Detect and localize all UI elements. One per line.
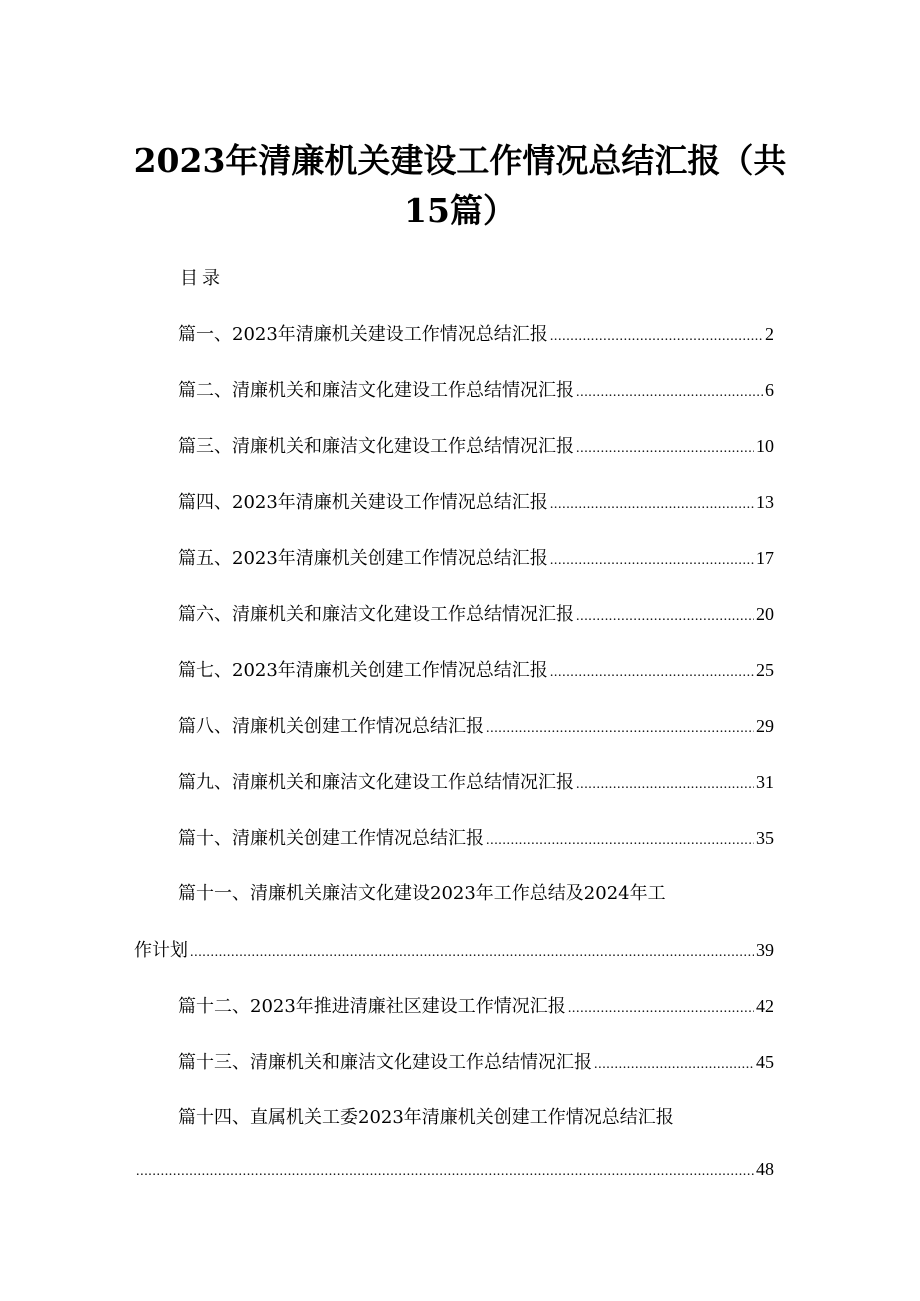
toc-item-label: 篇一、2023年清廉机关建设工作情况总结汇报 <box>178 324 548 345</box>
toc-dot-leader <box>190 939 754 967</box>
toc-item-page: 25 <box>756 660 774 680</box>
toc-item-page: 35 <box>756 828 774 848</box>
toc-dot-leader <box>576 435 754 463</box>
toc-item-label: 篇十三、清廉机关和廉洁文化建设工作总结情况汇报 <box>178 1052 592 1073</box>
toc-item-6[interactable] <box>178 600 774 628</box>
toc-item-4[interactable] <box>178 488 774 516</box>
toc-item-5[interactable] <box>178 544 774 572</box>
toc-item-page: 10 <box>756 436 774 456</box>
toc-item-10[interactable] <box>178 824 774 852</box>
toc-item-label: 篇二、清廉机关和廉洁文化建设工作总结情况汇报 <box>178 380 574 401</box>
toc-item-label: 篇三、清廉机关和廉洁文化建设工作总结情况汇报 <box>178 436 574 457</box>
toc-heading: 目录 <box>180 268 224 289</box>
toc-dot-leader <box>550 659 754 687</box>
toc-item-page: 2 <box>765 324 774 344</box>
toc-dot-leader <box>136 1158 754 1186</box>
toc-item-14-line-2[interactable] <box>134 1155 774 1183</box>
toc-item-page: 20 <box>756 604 774 624</box>
document-title-line-1: 2023年清廉机关建设工作情况总结汇报（共 <box>133 141 787 180</box>
toc-item-label: 篇四、2023年清廉机关建设工作情况总结汇报 <box>178 492 548 513</box>
toc-dot-leader <box>576 771 754 799</box>
toc-item-3[interactable] <box>178 432 774 460</box>
toc-dot-leader <box>594 1051 754 1079</box>
toc-dot-leader <box>486 715 754 743</box>
toc-item-label: 篇九、清廉机关和廉洁文化建设工作总结情况汇报 <box>178 772 574 793</box>
toc-dot-leader <box>568 995 754 1023</box>
toc-item-14-line-1[interactable] <box>178 1104 774 1132</box>
toc-item-label: 篇八、清廉机关创建工作情况总结汇报 <box>178 716 484 737</box>
toc-item-11-line-2[interactable] <box>134 936 774 964</box>
toc-dot-leader <box>550 547 754 575</box>
toc-dot-leader <box>576 603 754 631</box>
toc-dot-leader <box>550 323 763 351</box>
toc-item-page: 17 <box>756 548 774 568</box>
toc-item-page: 6 <box>765 380 774 400</box>
toc-item-label: 篇五、2023年清廉机关创建工作情况总结汇报 <box>178 548 548 569</box>
toc-item-page: 48 <box>756 1159 774 1179</box>
toc-item-label: 篇六、清廉机关和廉洁文化建设工作总结情况汇报 <box>178 604 574 625</box>
toc-item-label: 篇十二、2023年推进清廉社区建设工作情况汇报 <box>178 996 566 1017</box>
toc-dot-leader <box>486 827 754 855</box>
toc-dot-leader <box>550 491 754 519</box>
toc-item-1[interactable] <box>178 320 774 348</box>
toc-item-page: 29 <box>756 716 774 736</box>
toc-item-label: 篇十四、直属机关工委2023年清廉机关创建工作情况总结汇报 <box>178 1107 674 1128</box>
toc-item-2[interactable] <box>178 376 774 404</box>
toc-item-page: 31 <box>756 772 774 792</box>
document-title-line-2: 15篇） <box>404 191 516 230</box>
toc-dot-leader <box>576 379 763 407</box>
toc-item-8[interactable] <box>178 712 774 740</box>
toc-item-11-line-1[interactable] <box>178 880 774 908</box>
toc-item-7[interactable] <box>178 656 774 684</box>
toc-item-label: 篇七、2023年清廉机关创建工作情况总结汇报 <box>178 660 548 681</box>
toc-item-page: 13 <box>756 492 774 512</box>
toc-item-page: 39 <box>756 940 774 960</box>
toc-item-12[interactable] <box>178 992 774 1020</box>
toc-item-13[interactable] <box>178 1048 774 1076</box>
toc-item-label: 篇十、清廉机关创建工作情况总结汇报 <box>178 828 484 849</box>
toc-item-9[interactable] <box>178 768 774 796</box>
toc-item-page: 42 <box>756 996 774 1016</box>
toc-item-page: 45 <box>756 1052 774 1072</box>
toc-item-label: 篇十一、清廉机关廉洁文化建设2023年工作总结及2024年工 <box>178 883 666 904</box>
toc-item-label-continued: 作计划 <box>134 940 188 961</box>
